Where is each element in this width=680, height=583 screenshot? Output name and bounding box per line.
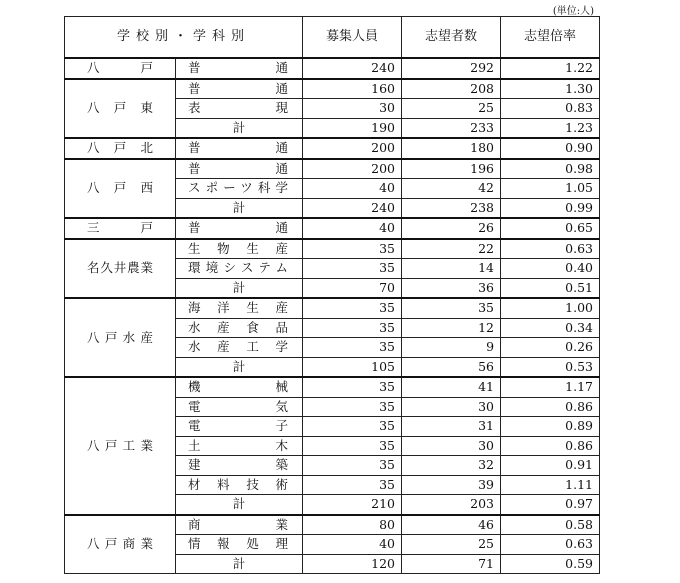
ratio-cell: 1.00 [501, 298, 600, 318]
applicants-cell: 196 [402, 159, 501, 179]
applicants-cell: 12 [402, 318, 501, 338]
ratio-cell: 0.65 [501, 218, 600, 239]
capacity-cell: 190 [303, 118, 402, 138]
applicants-cell: 31 [402, 417, 501, 437]
department-name: 普通 [176, 58, 303, 79]
table-row [65, 298, 600, 318]
total-label: 計 [176, 495, 303, 515]
department-name: 普通 [176, 138, 303, 159]
applicants-cell: 41 [402, 377, 501, 397]
capacity-cell: 35 [303, 417, 402, 437]
department-name: 機械 [176, 377, 303, 397]
table-row [65, 138, 600, 159]
ratio-cell: 0.98 [501, 159, 600, 179]
school-name: 八戸東 [65, 79, 176, 139]
total-label: 計 [176, 118, 303, 138]
applicants-cell: 35 [402, 298, 501, 318]
capacity-cell: 200 [303, 138, 402, 159]
ratio-cell: 0.99 [501, 198, 600, 218]
applicants-cell: 22 [402, 239, 501, 259]
ratio-cell: 0.91 [501, 456, 600, 476]
total-label: 計 [176, 278, 303, 298]
ratio-cell: 1.05 [501, 179, 600, 199]
header-capacity: 募集人員 [303, 17, 402, 59]
applicants-cell: 26 [402, 218, 501, 239]
ratio-cell: 0.34 [501, 318, 600, 338]
capacity-cell: 80 [303, 515, 402, 535]
applicant-ratio-table [64, 16, 600, 574]
department-name: 商業 [176, 515, 303, 535]
ratio-cell: 0.86 [501, 436, 600, 456]
ratio-cell: 0.51 [501, 278, 600, 298]
table-row [65, 377, 600, 397]
capacity-cell: 35 [303, 338, 402, 358]
department-name: 電子 [176, 417, 303, 437]
header-school-dept: 学校別・学科別 [65, 17, 303, 59]
header-applicants: 志望者数 [402, 17, 501, 59]
department-name: 普通 [176, 79, 303, 99]
department-name: 建築 [176, 456, 303, 476]
applicants-cell: 46 [402, 515, 501, 535]
table-row [65, 515, 600, 535]
ratio-cell: 1.23 [501, 118, 600, 138]
table-body [65, 58, 600, 574]
applicants-cell: 25 [402, 535, 501, 555]
applicants-cell: 233 [402, 118, 501, 138]
total-label: 計 [176, 357, 303, 377]
applicants-cell: 9 [402, 338, 501, 358]
applicants-cell: 180 [402, 138, 501, 159]
applicants-cell: 208 [402, 79, 501, 99]
capacity-cell: 35 [303, 397, 402, 417]
capacity-cell: 40 [303, 179, 402, 199]
capacity-cell: 35 [303, 318, 402, 338]
ratio-cell: 0.90 [501, 138, 600, 159]
applicants-cell: 56 [402, 357, 501, 377]
unit-note: (単位:人) [552, 6, 594, 17]
capacity-cell: 35 [303, 436, 402, 456]
applicants-cell: 30 [402, 436, 501, 456]
table-row [65, 159, 600, 179]
applicants-cell: 39 [402, 475, 501, 495]
capacity-cell: 240 [303, 198, 402, 218]
capacity-cell: 40 [303, 535, 402, 555]
capacity-cell: 240 [303, 58, 402, 79]
school-name: 八戸 [65, 58, 176, 79]
applicants-cell: 32 [402, 456, 501, 476]
department-name: 海洋生産 [176, 298, 303, 318]
applicants-cell: 203 [402, 495, 501, 515]
capacity-cell: 210 [303, 495, 402, 515]
applicants-cell: 71 [402, 554, 501, 574]
applicants-cell: 42 [402, 179, 501, 199]
department-name: 水産工学 [176, 338, 303, 358]
capacity-cell: 35 [303, 456, 402, 476]
ratio-cell: 0.59 [501, 554, 600, 574]
department-name: 環境システム [176, 259, 303, 279]
school-name: 三戸 [65, 218, 176, 239]
ratio-cell: 0.89 [501, 417, 600, 437]
ratio-cell: 1.11 [501, 475, 600, 495]
ratio-cell: 0.83 [501, 99, 600, 119]
applicants-cell: 25 [402, 99, 501, 119]
ratio-cell: 0.40 [501, 259, 600, 279]
ratio-cell: 0.26 [501, 338, 600, 358]
department-name: 生物生産 [176, 239, 303, 259]
school-name: 八戸商業 [65, 515, 176, 574]
table-row [65, 58, 600, 79]
capacity-cell: 70 [303, 278, 402, 298]
department-name: 水産食品 [176, 318, 303, 338]
department-name: 情報処理 [176, 535, 303, 555]
ratio-cell: 1.30 [501, 79, 600, 99]
capacity-cell: 35 [303, 239, 402, 259]
ratio-cell: 0.86 [501, 397, 600, 417]
ratio-cell: 1.17 [501, 377, 600, 397]
department-name: 表現 [176, 99, 303, 119]
applicants-cell: 36 [402, 278, 501, 298]
department-name: 普通 [176, 218, 303, 239]
ratio-cell: 0.58 [501, 515, 600, 535]
capacity-cell: 120 [303, 554, 402, 574]
capacity-cell: 35 [303, 298, 402, 318]
capacity-cell: 35 [303, 475, 402, 495]
applicants-cell: 30 [402, 397, 501, 417]
capacity-cell: 160 [303, 79, 402, 99]
school-name: 八戸工業 [65, 377, 176, 515]
capacity-cell: 105 [303, 357, 402, 377]
department-name: スポーツ科学 [176, 179, 303, 199]
applicants-cell: 292 [402, 58, 501, 79]
capacity-cell: 40 [303, 218, 402, 239]
applicants-cell: 14 [402, 259, 501, 279]
department-name: 普通 [176, 159, 303, 179]
table-row [65, 79, 600, 99]
ratio-cell: 0.63 [501, 239, 600, 259]
capacity-cell: 200 [303, 159, 402, 179]
table-row [65, 218, 600, 239]
capacity-cell: 30 [303, 99, 402, 119]
school-name: 八戸西 [65, 159, 176, 219]
school-name: 八戸北 [65, 138, 176, 159]
ratio-cell: 0.63 [501, 535, 600, 555]
total-label: 計 [176, 198, 303, 218]
ratio-cell: 0.97 [501, 495, 600, 515]
table-row [65, 239, 600, 259]
applicants-cell: 238 [402, 198, 501, 218]
header-ratio: 志望倍率 [501, 17, 600, 59]
ratio-cell: 1.22 [501, 58, 600, 79]
department-name: 材料技術 [176, 475, 303, 495]
ratio-cell: 0.53 [501, 357, 600, 377]
total-label: 計 [176, 554, 303, 574]
school-name: 名久井農業 [65, 239, 176, 299]
header-row [65, 17, 600, 59]
capacity-cell: 35 [303, 259, 402, 279]
department-name: 電気 [176, 397, 303, 417]
capacity-cell: 35 [303, 377, 402, 397]
school-name: 八戸水産 [65, 298, 176, 377]
department-name: 土木 [176, 436, 303, 456]
